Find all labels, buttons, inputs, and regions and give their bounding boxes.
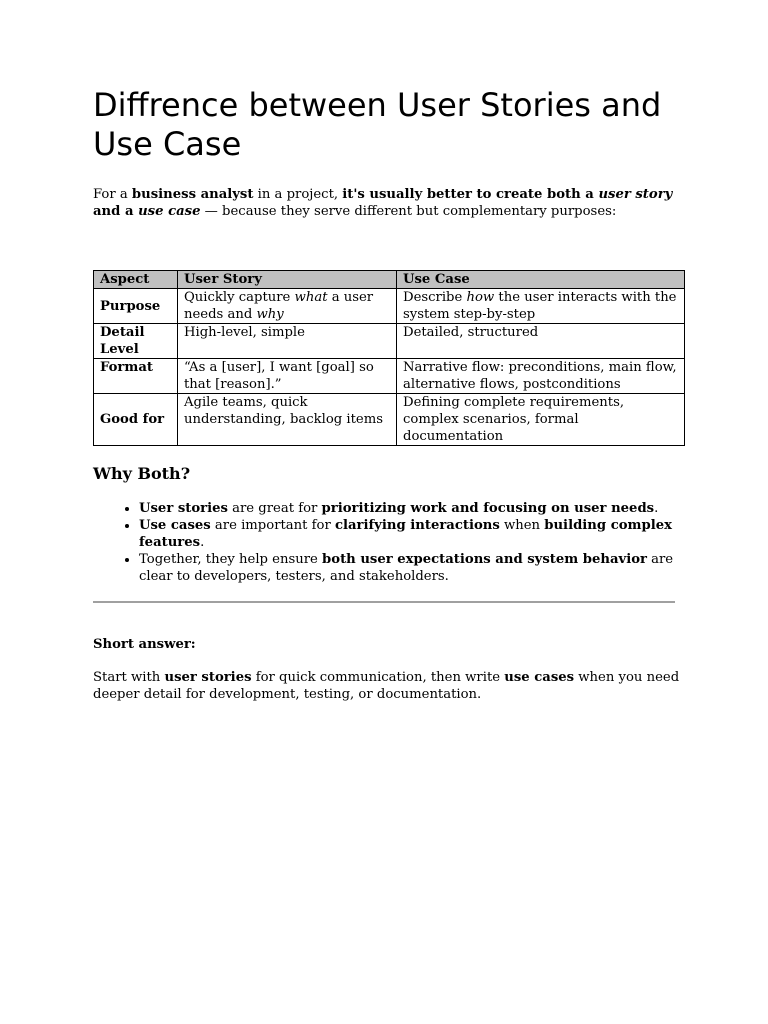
intro-bold-italic <box>138 204 200 219</box>
intro-paragraph <box>93 186 683 220</box>
user-story-cell <box>178 289 397 324</box>
list-text: . <box>654 501 659 516</box>
short-bold: use cases <box>504 670 575 685</box>
cell-text: a user needs and <box>184 290 374 322</box>
list-item <box>139 500 685 517</box>
user-story-cell: Agile teams, quick understanding, backlog items <box>178 394 397 446</box>
list-text: are important for <box>210 518 335 533</box>
short-text: when you need deeper detail for development, testing, or documentation. <box>93 670 680 702</box>
list-item <box>139 517 685 551</box>
intro-bold: it's usually better to create both a <box>342 187 599 202</box>
use-case-cell <box>397 289 685 324</box>
intro-italic: user story <box>598 187 673 202</box>
intro-italic: use case <box>138 204 201 219</box>
use-case-cell: Narrative flow: preconditions, main flow, alternative flows, postconditions <box>397 359 685 394</box>
list-text: . <box>200 535 205 550</box>
cell-italic: why <box>256 307 284 322</box>
intro-text: in a project, <box>253 187 343 202</box>
intro-bold: and a <box>93 204 139 219</box>
document-page <box>93 86 685 703</box>
intro-text: — because they serve different but complementary purposes: <box>200 204 617 219</box>
aspect-cell: Format <box>94 359 178 394</box>
short-text: for quick communication, then write <box>251 670 505 685</box>
cell-text: the user interacts with the system step-by-step <box>403 290 677 322</box>
table-row <box>94 324 685 359</box>
table-row <box>94 359 685 394</box>
user-story-cell: High-level, simple <box>178 324 397 359</box>
short-text: Start with <box>93 670 165 685</box>
intro-bold-italic <box>598 187 672 202</box>
aspect-cell: Detail Level <box>94 324 178 359</box>
table-row <box>94 289 685 324</box>
document-title: Diffrence between User Stories and Use Case <box>93 86 662 163</box>
list-bold: Use cases <box>139 518 211 533</box>
list-text: Together, they help ensure <box>139 552 323 567</box>
list-bold: building complex features <box>139 518 672 550</box>
use-case-cell: Detailed, structured <box>397 324 685 359</box>
aspect-cell: Purpose <box>94 289 178 324</box>
intro-bold: business analyst <box>131 187 254 202</box>
comparison-table <box>93 270 685 446</box>
list-bold: prioritizing work and focusing on user needs <box>321 501 655 516</box>
horizontal-divider <box>93 601 675 603</box>
list-text: are great for <box>227 501 322 516</box>
short-answer-heading: Short answer: <box>93 637 196 652</box>
list-item <box>139 551 685 585</box>
cell-text: Describe <box>403 290 467 305</box>
list-bold: both user expectations and system behavior <box>322 552 647 567</box>
short-answer-paragraph <box>93 669 683 703</box>
list-bold: User stories <box>139 501 228 516</box>
aspect-cell: Good for <box>94 394 178 446</box>
table-row <box>94 394 685 446</box>
cell-italic: how <box>466 290 495 305</box>
list-text: when <box>499 518 545 533</box>
user-story-cell: “As a [user], I want [goal] so that [reason].” <box>178 359 397 394</box>
why-both-list <box>93 500 685 585</box>
intro-text: For a <box>93 187 132 202</box>
table-header-row <box>94 271 685 289</box>
cell-text: Quickly capture <box>184 290 295 305</box>
column-header-aspect: Aspect <box>94 271 178 289</box>
short-bold: user stories <box>164 670 252 685</box>
why-both-heading: Why Both? <box>93 464 191 483</box>
cell-italic: what <box>294 290 328 305</box>
list-bold: clarifying interactions <box>334 518 500 533</box>
list-text: are clear to developers, testers, and stakeholders. <box>139 552 674 584</box>
use-case-cell: Defining complete requirements, complex scenarios, formal documentation <box>397 394 685 446</box>
column-header-user-story: User Story <box>178 271 397 289</box>
column-header-use-case: Use Case <box>397 271 685 289</box>
